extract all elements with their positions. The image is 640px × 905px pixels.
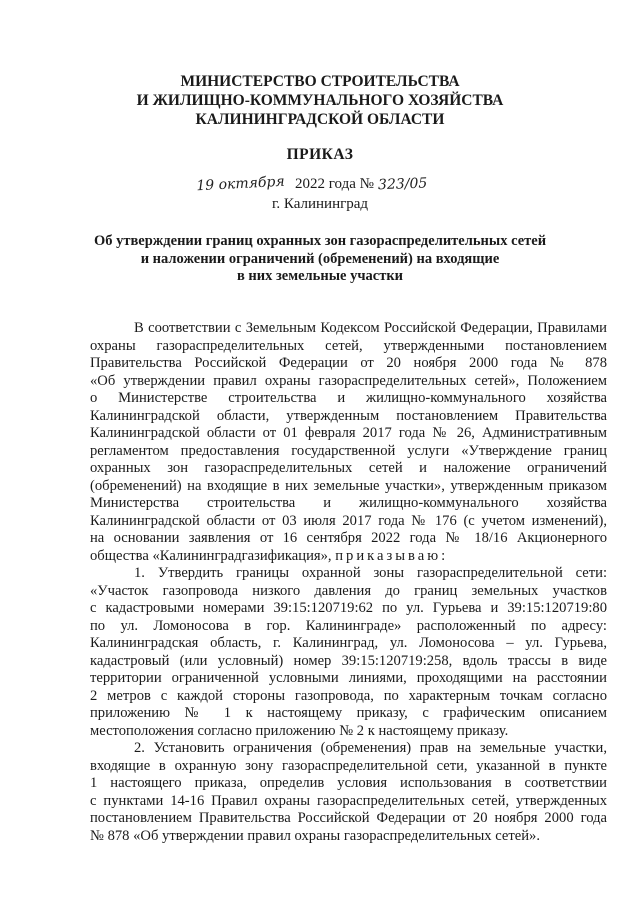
ministry-line-3: КАЛИНИНГРАДСКОЙ ОБЛАСТИ bbox=[195, 111, 445, 128]
item-1-line: кадастровый (или условный) номер 39:15:120719:258, вдоль трассы в виде bbox=[90, 652, 607, 669]
ministry-line-2: И ЖИЛИЩНО-КОММУНАЛЬНОГО ХОЗЯЙСТВА bbox=[136, 92, 504, 109]
body-line: Калининградской области, утвержденным постановлением Правительства bbox=[90, 407, 607, 424]
subject-line-1: Об утверждении границ охранных зон газораспределительных сетей bbox=[93, 233, 547, 249]
item-1-line: по ул. Ломоносова в гор. Калининграде» расположенный по адресу: bbox=[90, 617, 607, 634]
ordering-prefix: общества «Калининградгазификация», bbox=[90, 547, 336, 564]
body-line: «Об утверждении правил охраны газораспределительных сетей», Положением bbox=[90, 372, 607, 389]
body-line: Правительства Российской Федерации от 20 ноября 2000 года № 878 bbox=[90, 355, 607, 371]
ministry-header bbox=[0, 72, 640, 129]
item-2-line: 1 настоящего приказа, определив условия использования в соответствии bbox=[90, 775, 607, 791]
body-line: охраны газораспределительных сетей, утвержденными постановлением bbox=[90, 337, 607, 354]
body-line-ordering bbox=[90, 548, 607, 566]
body-line: В соответствии с Земельным Кодексом Российской Федерации, Правилами bbox=[134, 320, 607, 336]
body-line: регламентом предоставления государственной услуги «Утверждение границ bbox=[90, 442, 607, 459]
ministry-line-1: МИНИСТЕРСТВО СТРОИТЕЛЬСТВА bbox=[180, 73, 460, 90]
order-date-line bbox=[188, 173, 448, 195]
item-2-line: № 878 «Об утверждении правил охраны газораспределительных сетей». bbox=[90, 827, 540, 844]
item-1-line: 1. Утвердить границы охранной зоны газораспределительной сети: bbox=[134, 565, 607, 581]
body-line: (обременений) на входящие в них земельные участки», утвержденным приказом bbox=[90, 477, 607, 494]
subject-line-2: и наложении ограничений (обременений) на входящие bbox=[140, 250, 500, 267]
item-2-line: входящие в охранную зону газораспределительной сети, указанной в пункте bbox=[90, 757, 607, 774]
item-1-line: с кадастровыми номерами 39:15:120719:62 по ул. Гурьева и 39:15:120719:80 bbox=[90, 600, 607, 616]
body-line: о Министерстве строительства и жилищно-коммунального хозяйства bbox=[90, 390, 607, 406]
item-2-line: с пунктами 14-16 Правил охраны газораспределительных сетей, утвержденных bbox=[90, 792, 607, 809]
handwritten-order-number: 323/05 bbox=[377, 175, 428, 194]
order-body bbox=[90, 320, 607, 845]
item-1-line: приложению № 1 к настоящему приказу, с графическим описанием bbox=[90, 705, 607, 721]
item-2-line: постановлением Правительства Российской Федерации от 20 ноября 2000 года bbox=[90, 810, 607, 826]
ordering-word: приказываю: bbox=[335, 547, 449, 564]
item-1-line: территории ограниченной условными линиями, проходящими на расстоянии bbox=[90, 670, 607, 686]
handwritten-date: 19 октября bbox=[195, 173, 286, 195]
city-line: г. Калининград bbox=[271, 196, 369, 212]
item-2-line: 2. Установить ограничения (обременения) прав на земельные участки, bbox=[134, 740, 607, 756]
subject-line-3: в них земельные участки bbox=[236, 268, 404, 284]
item-1-line: «Участок газопровода низкого давления до границ земельных участков bbox=[90, 582, 607, 599]
body-line: на основании заявления от 16 сентября 2022 года № 18/16 Акционерного bbox=[90, 530, 607, 546]
body-line: Калининградской области от 01 февраля 2017 года № 26, Административным bbox=[90, 425, 607, 441]
order-title: ПРИКАЗ bbox=[286, 146, 354, 163]
body-line: охранных зон газораспределительных сетей и наложение ограничений bbox=[90, 460, 607, 476]
order-subject bbox=[0, 233, 640, 286]
item-1-line: 2 метров с каждой стороны газопровода, по характерным точкам согласно bbox=[90, 687, 607, 704]
body-line: Министерства строительства и жилищно-коммунального хозяйства bbox=[90, 495, 607, 511]
item-1-line: местоположения согласно приложению № 2 к настоящему приказу. bbox=[90, 722, 509, 739]
item-1-line: Калининградская область, г. Калининград, ул. Ломоносова – ул. Гурьева, bbox=[90, 635, 607, 651]
body-line: Калининградской области от 03 июля 2017 года № 176 (с учетом изменений), bbox=[90, 512, 607, 529]
date-year-text: 2022 года № bbox=[295, 176, 374, 192]
